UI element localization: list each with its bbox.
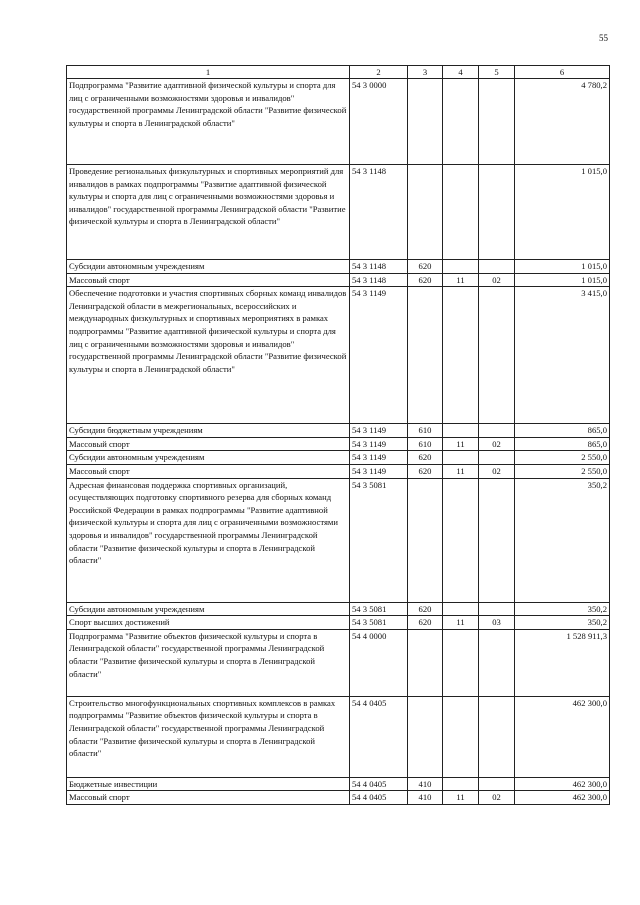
column-header: 3 [408, 66, 443, 79]
row-sum: 865,0 [515, 424, 610, 438]
row-sum: 1 015,0 [515, 165, 610, 260]
row-subsection: 03 [479, 616, 515, 630]
row-expense-type: 610 [408, 424, 443, 438]
row-sum: 350,2 [515, 602, 610, 616]
budget-table [66, 65, 610, 805]
table-header-row [67, 66, 610, 79]
row-section [443, 165, 479, 260]
row-name: Обеспечение подготовки и участия спортивных сборных команд инвалидов Ленинградской области в межрегиональных, всероссийских и международных физкультурных и спортивных мероприятиях в рамках подпрограммы "Развитие адаптивной физической культуры и спорта для лиц с ограниченными возможностями здоровья и инвалидов" государственной программы Ленинградской области "Развитие физической культуры и спорта в Ленинградской области" [67, 287, 350, 424]
table-row [67, 165, 610, 260]
table-row [67, 777, 610, 791]
row-subsection [479, 777, 515, 791]
row-code: 54 4 0405 [350, 777, 408, 791]
row-code: 54 4 0405 [350, 696, 408, 777]
row-code: 54 4 0405 [350, 791, 408, 805]
table-row [67, 696, 610, 777]
row-code: 54 3 1148 [350, 165, 408, 260]
row-expense-type [408, 696, 443, 777]
row-name: Массовый спорт [67, 464, 350, 478]
row-subsection [479, 451, 515, 465]
row-subsection [479, 79, 515, 165]
row-section [443, 777, 479, 791]
table-row [67, 451, 610, 465]
row-subsection [479, 287, 515, 424]
row-code: 54 3 0000 [350, 79, 408, 165]
row-name: Спорт высших достижений [67, 616, 350, 630]
row-name: Подпрограмма "Развитие объектов физической культуры и спорта в Ленинградской области" государственной программы Ленинградской области "Развитие физической культуры и спорта в Ленинградской области" [67, 629, 350, 696]
row-name: Подпрограмма "Развитие адаптивной физической культуры и спорта для лиц с ограниченными возможностями здоровья и инвалидов" государственной программы Ленинградской области "Развитие физической культуры и спорта в Ленинградской области" [67, 79, 350, 165]
row-expense-type: 620 [408, 602, 443, 616]
table-row [67, 791, 610, 805]
row-subsection: 02 [479, 273, 515, 287]
row-sum: 462 300,0 [515, 791, 610, 805]
row-sum: 2 550,0 [515, 464, 610, 478]
row-sum: 462 300,0 [515, 777, 610, 791]
column-header: 6 [515, 66, 610, 79]
row-code: 54 3 1149 [350, 424, 408, 438]
row-name: Субсидии бюджетным учреждениям [67, 424, 350, 438]
row-section [443, 79, 479, 165]
row-section [443, 260, 479, 274]
row-sum: 865,0 [515, 437, 610, 451]
row-section [443, 451, 479, 465]
table-row [67, 287, 610, 424]
row-subsection [479, 424, 515, 438]
row-expense-type: 620 [408, 451, 443, 465]
row-code: 54 3 5081 [350, 478, 408, 602]
row-sum: 3 415,0 [515, 287, 610, 424]
row-sum: 1 528 911,3 [515, 629, 610, 696]
row-expense-type: 620 [408, 273, 443, 287]
row-subsection [479, 260, 515, 274]
table-row [67, 273, 610, 287]
row-subsection [479, 478, 515, 602]
row-section: 11 [443, 273, 479, 287]
row-code: 54 3 1149 [350, 451, 408, 465]
row-name: Проведение региональных физкультурных и спортивных мероприятий для инвалидов в рамках подпрограммы "Развитие адаптивной физической культуры и спорта для лиц с ограниченными возможностями здоровья и инвалидов" государственной программы Ленинградской области "Развитие физической культуры и спорта в Ленинградской области" [67, 165, 350, 260]
row-expense-type: 620 [408, 260, 443, 274]
row-name: Массовый спорт [67, 437, 350, 451]
column-header: 4 [443, 66, 479, 79]
column-header: 5 [479, 66, 515, 79]
row-section [443, 629, 479, 696]
row-name: Бюджетные инвестиции [67, 777, 350, 791]
row-sum: 4 780,2 [515, 79, 610, 165]
row-expense-type: 610 [408, 437, 443, 451]
row-section: 11 [443, 791, 479, 805]
row-expense-type [408, 79, 443, 165]
row-code: 54 3 1148 [350, 273, 408, 287]
row-name: Массовый спорт [67, 791, 350, 805]
row-section: 11 [443, 464, 479, 478]
row-expense-type [408, 287, 443, 424]
table-row [67, 260, 610, 274]
row-code: 54 3 5081 [350, 602, 408, 616]
row-code: 54 3 1148 [350, 260, 408, 274]
row-subsection: 02 [479, 464, 515, 478]
table-row [67, 424, 610, 438]
table-row [67, 602, 610, 616]
row-code: 54 3 1149 [350, 437, 408, 451]
row-sum: 350,2 [515, 616, 610, 630]
table-row [67, 437, 610, 451]
row-expense-type: 620 [408, 464, 443, 478]
row-sum: 462 300,0 [515, 696, 610, 777]
page-number: 55 [599, 33, 608, 43]
row-section [443, 478, 479, 602]
row-code: 54 3 1149 [350, 287, 408, 424]
row-name: Адресная финансовая поддержка спортивных организаций, осуществляющих подготовку спортивного резерва для сборных команд Российской Федерации в рамках подпрограммы "Развитие адаптивной физической культуры и спорта для лиц с ограниченными возможностями здоровья и инвалидов" государственной программы Ленинградской области "Развитие физической культуры и спорта в Ленинградской области" [67, 478, 350, 602]
column-header: 2 [350, 66, 408, 79]
row-sum: 1 015,0 [515, 273, 610, 287]
row-expense-type: 410 [408, 777, 443, 791]
row-expense-type: 410 [408, 791, 443, 805]
table-row [67, 464, 610, 478]
row-expense-type [408, 478, 443, 602]
row-section: 11 [443, 437, 479, 451]
table-row [67, 629, 610, 696]
row-subsection: 02 [479, 437, 515, 451]
row-section [443, 696, 479, 777]
row-sum: 2 550,0 [515, 451, 610, 465]
row-name: Субсидии автономным учреждениям [67, 451, 350, 465]
row-expense-type [408, 165, 443, 260]
row-section [443, 424, 479, 438]
row-code: 54 3 1149 [350, 464, 408, 478]
table-row [67, 79, 610, 165]
row-name: Строительство многофункциональных спортивных комплексов в рамках подпрограммы "Развитие объектов физической культуры и спорта в Ленинградской области" государственной программы Ленинградской области "Развитие физической культуры и спорта в Ленинградской области" [67, 696, 350, 777]
row-section [443, 287, 479, 424]
row-name: Субсидии автономным учреждениям [67, 602, 350, 616]
row-section [443, 602, 479, 616]
row-subsection [479, 696, 515, 777]
row-sum: 350,2 [515, 478, 610, 602]
row-code: 54 3 5081 [350, 616, 408, 630]
table-row [67, 616, 610, 630]
row-subsection [479, 602, 515, 616]
row-code: 54 4 0000 [350, 629, 408, 696]
row-expense-type: 620 [408, 616, 443, 630]
row-name: Массовый спорт [67, 273, 350, 287]
table-row [67, 478, 610, 602]
column-header: 1 [67, 66, 350, 79]
row-subsection [479, 165, 515, 260]
row-subsection [479, 629, 515, 696]
row-section: 11 [443, 616, 479, 630]
row-sum: 1 015,0 [515, 260, 610, 274]
row-expense-type [408, 629, 443, 696]
row-subsection: 02 [479, 791, 515, 805]
row-name: Субсидии автономным учреждениям [67, 260, 350, 274]
